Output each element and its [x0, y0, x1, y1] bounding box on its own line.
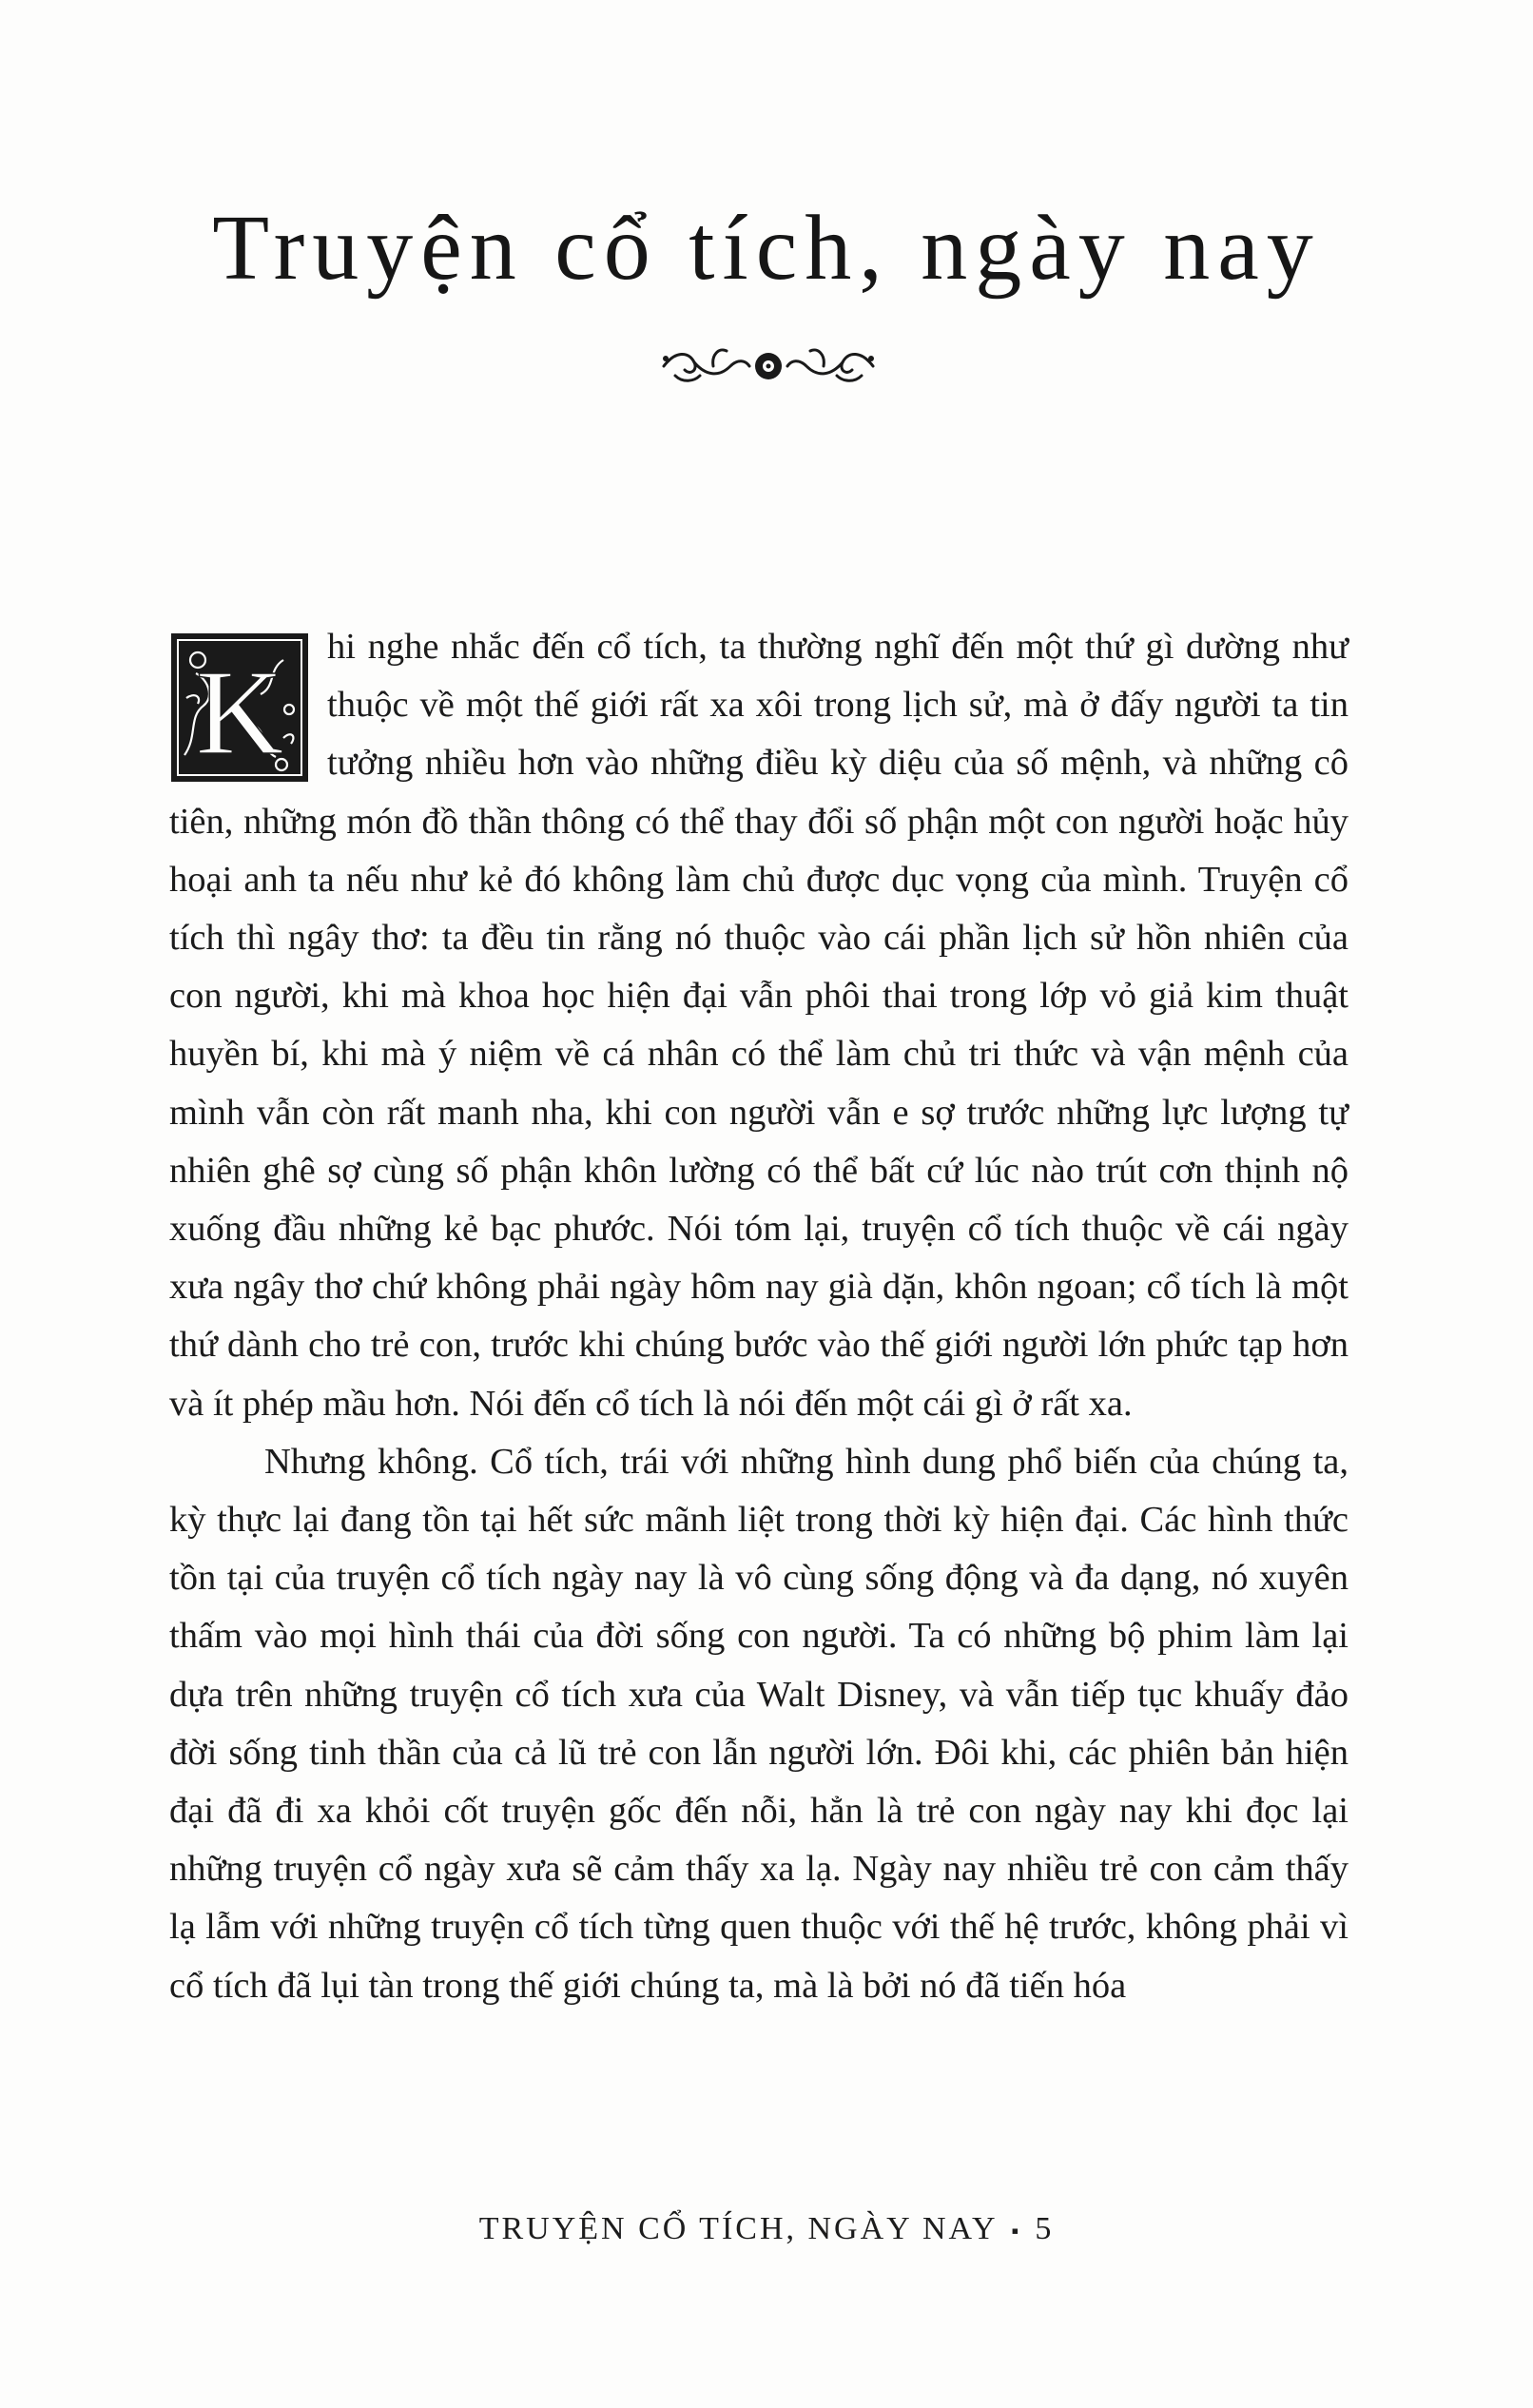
paragraph-2: Nhưng không. Cổ tích, trái với những hình dung phổ biến của chúng ta, kỳ thực lại đang tồn tại hết sức mãnh liệt trong thời kỳ hiện đại. Các hình thức tồn tại của truyện cổ tích ngày nay là vô cùng sống động và đa dạng, nó xuyên thấm vào mọi hình thái của đời sống con người. Ta có những bộ phim làm lại dựa trên những truyện cổ tích xưa của Walt Disney, và vẫn tiếp tục khuấy đảo đời sống tinh thần của cả lũ trẻ con lẫn người lớn. Đôi khi, các phiên bản hiện đại đã đi xa khỏi cốt truyện gốc đến nỗi, hẳn là trẻ con ngày nay khi đọc lại những truyện cổ ngày xưa sẽ cảm thấy xa lạ. Ngày nay nhiều trẻ con cảm thấy lạ lẫm với những truyện cổ tích từng quen thuộc với thế hệ trước, không phải vì cổ tích đã lụi tàn trong thế giới chúng ta, mà là bởi nó đã tiến hóa: [169, 1441, 1349, 2006]
chapter-body: [169, 618, 1349, 2015]
decorated-initial-icon: [169, 631, 310, 784]
chapter-title: Truyện cổ tích, ngày nay: [212, 197, 1321, 300]
footer-separator-icon: ▪: [1011, 2219, 1022, 2243]
dropcap-k: [169, 631, 310, 784]
dropcap-letter: K: [195, 645, 284, 780]
paragraph-1: hi nghe nhắc đến cổ tích, ta thường nghĩ đến một thứ gì dường như thuộc về một thế giới rất xa xôi trong lịch sử, mà ở đấy người ta tin tưởng nhiều hơn vào những điều kỳ diệu của số mệnh, và những cô tiên, những món đồ thần thông có thể thay đổi số phận một con người hoặc hủy hoại anh ta nếu như kẻ đó không làm chủ được dục vọng của mình. Truyện cổ tích thì ngây thơ: ta đều tin rằng nó thuộc vào cái phần lịch sử hồn nhiên của con người, khi mà khoa học hiện đại vẫn phôi thai trong lớp vỏ giả kim thuật huyền bí, khi mà ý niệm về cá nhân có thể làm chủ tri thức và vận mệnh của mình vẫn còn rất manh nha, khi con người vẫn e sợ trước những lực lượng tự nhiên ghê sợ cùng số phận khôn lường có thể bất cứ lúc nào trút cơn thịnh nộ xuống đầu những kẻ bạc phước. Nói tóm lại, truyện cổ tích thuộc về cái ngày xưa ngây thơ chứ không phải ngày hôm nay già dặn, khôn ngoan; cổ tích là một thứ dành cho trẻ con, trước khi chúng bước vào thế giới người lớn phức tạp hơn và ít phép mầu hơn. Nói đến cổ tích là nói đến một cái gì ở rất xa.: [169, 627, 1349, 1424]
running-title: TRUYỆN CỔ TÍCH, NGÀY NAY: [478, 2211, 999, 2246]
page-number: 5: [1035, 2211, 1055, 2246]
running-footer: [0, 2211, 1533, 2247]
floral-ornament-icon: [656, 338, 881, 395]
